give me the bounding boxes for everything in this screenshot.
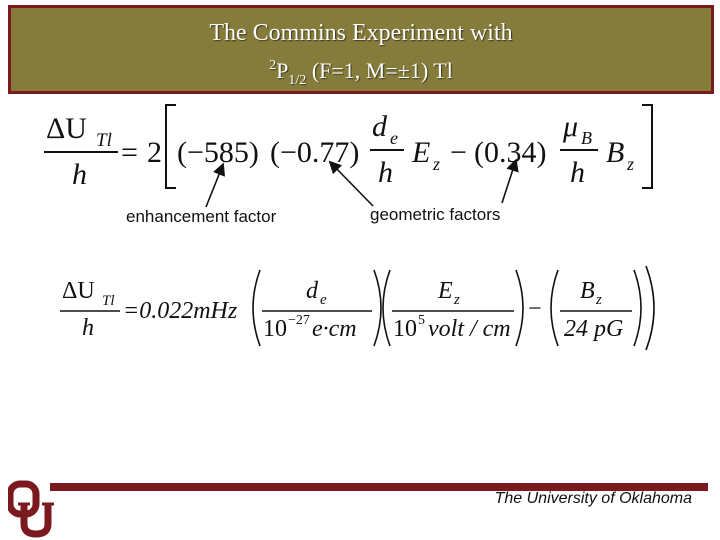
eq2-bz-subscript: z <box>596 292 602 308</box>
geometric-factors-label: geometric factors <box>370 205 501 224</box>
slide-title: The Commins Experiment with <box>209 20 513 46</box>
eq1-bz-subscript: z <box>627 154 635 174</box>
eq1-mu-denominator: h <box>570 156 585 189</box>
eq1-ez: E <box>412 136 431 169</box>
eq1-mu-subscript: B <box>581 128 592 148</box>
eq1-equals: = <box>121 136 138 169</box>
eq2-delta-u: ΔU <box>62 278 95 304</box>
eq2-paren-right-outer <box>646 266 654 350</box>
arrow-geometric-factor-1 <box>332 164 373 206</box>
annotation-arrows <box>0 0 720 260</box>
eq1-de-denominator: h <box>378 156 393 189</box>
eq1-delta-u: ΔU <box>46 112 87 145</box>
eq1-bz: B <box>606 136 625 169</box>
eq2-paren-left-3 <box>551 270 558 346</box>
ou-logo <box>8 480 54 538</box>
eq1-mu: μ <box>563 110 579 143</box>
eq2-ez-subscript: z <box>454 292 460 308</box>
eq1-geometric-factor-1: (−0.77) <box>270 136 360 169</box>
eq2-paren-left-1 <box>253 270 260 346</box>
eq2-ez-den-base: 10 <box>393 316 417 342</box>
eq2-ez-numerator: E <box>438 278 453 304</box>
eq1-minus: − <box>450 136 467 169</box>
eq2-coefficient: =0.022mHz <box>123 298 238 324</box>
eq2-paren-right-2 <box>516 270 523 346</box>
eq1-enhancement-factor: (−585) <box>177 136 259 169</box>
eq1-de-numerator: d <box>372 110 387 143</box>
eq2-ez-den-exponent: 5 <box>418 313 425 328</box>
eq1-factor-two: 2 <box>147 136 162 169</box>
eq2-de-subscript: e <box>320 292 327 308</box>
equation-numerical <box>50 262 670 354</box>
eq2-minus: − <box>528 296 542 322</box>
eq2-ez-den-unit: volt / cm <box>428 316 511 342</box>
arrow-enhancement-factor <box>206 167 222 207</box>
eq2-de-den-exponent: −27 <box>288 313 310 328</box>
eq1-ez-subscript: z <box>433 154 441 174</box>
eq1-geometric-factor-2: (0.34) <box>474 136 547 169</box>
eq2-bz-numerator: B <box>580 278 595 304</box>
eq2-de-den-unit: e·cm <box>312 316 357 342</box>
arrow-geometric-factor-2 <box>502 163 515 203</box>
enhancement-factor-label: enhancement factor <box>126 207 277 226</box>
eq2-bz-denominator: 24 pG <box>564 316 624 342</box>
state-superscript: 2 <box>269 58 277 73</box>
eq1-lhs-subscript: Tl <box>96 130 112 151</box>
eq2-de-numerator: d <box>306 278 318 304</box>
eq2-de-den-base: 10 <box>263 316 287 342</box>
eq1-de-subscript: e <box>390 128 398 148</box>
eq2-paren-right-1 <box>374 270 381 346</box>
eq2-lhs-subscript: Tl <box>102 293 115 309</box>
state-quantum-numbers: (F=1, M=±1) Tl <box>306 58 453 83</box>
state-letter: P <box>276 58 289 83</box>
university-name: The University of Oklahoma <box>494 490 692 507</box>
eq2-lhs-denominator: h <box>82 315 94 341</box>
eq2-paren-right-3 <box>634 270 641 346</box>
eq1-lhs-denominator: h <box>72 158 87 191</box>
state-subscript: 1/2 <box>288 73 307 88</box>
eq2-paren-left-2 <box>383 270 390 346</box>
